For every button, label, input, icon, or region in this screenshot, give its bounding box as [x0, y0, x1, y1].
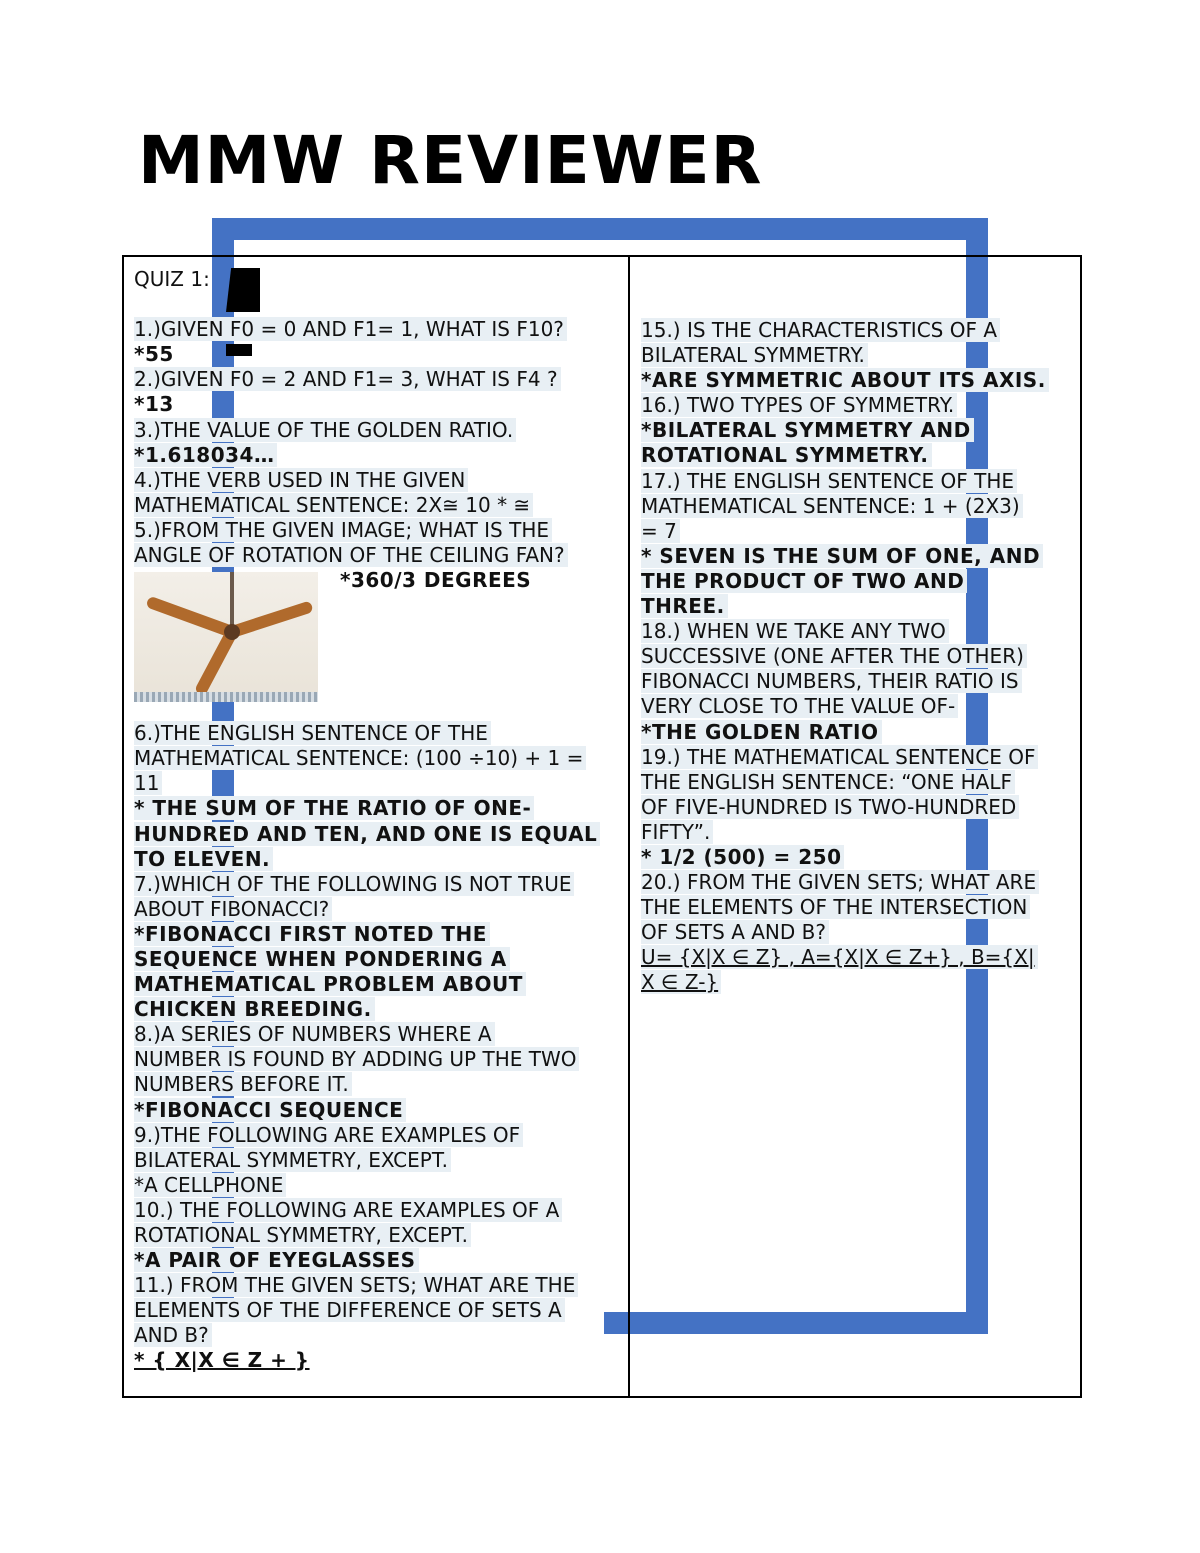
answer-11: * { X|X ∈ Z + } [134, 1348, 310, 1373]
blank-line [134, 292, 624, 317]
question-6-line-2: MATHEMATICAL SENTENCE: (100 ÷10) + 1 = [134, 746, 586, 770]
question-11-line-1: 11.) FROM THE GIVEN SETS; WHAT ARE THE [134, 1273, 578, 1297]
question-20-line-4: U= {X|X ∈ Z} , A={X|X ∈ Z+} , B={X| [641, 945, 1038, 969]
question-9-line-2: BILATERAL SYMMETRY, EXCEPT. [134, 1148, 451, 1172]
question-5-line-2: ANGLE OF ROTATION OF THE CEILING FAN? [134, 543, 568, 567]
document-title: MMW REVIEWER [138, 122, 763, 199]
question-8-line-1: 8.)A SERIES OF NUMBERS WHERE A [134, 1022, 495, 1046]
question-11-line-2: ELEMENTS OF THE DIFFERENCE OF SETS A [134, 1298, 565, 1322]
answer-16-line-1: *BILATERAL SYMMETRY AND [641, 418, 974, 442]
left-column [134, 267, 624, 1374]
answer-8: *FIBONACCI SEQUENCE [134, 1098, 406, 1122]
question-8-line-3: NUMBERS BEFORE IT. [134, 1072, 352, 1096]
right-column [641, 318, 1071, 996]
question-9-line-1: 9.)THE FOLLOWING ARE EXAMPLES OF [134, 1123, 523, 1147]
answer-7-line-3: MATHEMATICAL PROBLEM ABOUT [134, 972, 526, 996]
answer-17-line-3: THREE. [641, 594, 728, 618]
question-19-line-3: OF FIVE-HUNDRED IS TWO-HUNDRED [641, 795, 1019, 819]
question-6-line-3: 11 [134, 771, 162, 795]
question-19-line-2: THE ENGLISH SENTENCE: “ONE HALF [641, 770, 1015, 794]
answer-17-line-2: THE PRODUCT OF TWO AND [641, 569, 967, 593]
question-18-line-2: SUCCESSIVE (ONE AFTER THE OTHER) [641, 644, 1027, 668]
question-20-line-2: THE ELEMENTS OF THE INTERSECTION [641, 895, 1030, 919]
question-7-line-1: 7.)WHICH OF THE FOLLOWING IS NOT TRUE [134, 872, 574, 896]
question-6-line-1: 6.)THE ENGLISH SENTENCE OF THE [134, 721, 491, 745]
answer-16-line-2: ROTATIONAL SYMMETRY. [641, 443, 932, 467]
answer-3: *1.618034… [134, 443, 277, 467]
answer-10: *A PAIR OF EYEGLASSES [134, 1248, 419, 1272]
question-7-line-2: ABOUT FIBONACCI? [134, 897, 332, 921]
answer-1: *55 [134, 342, 174, 367]
answer-7-line-1: *FIBONACCI FIRST NOTED THE [134, 922, 490, 946]
question-20-line-3: OF SETS A AND B? [641, 920, 829, 944]
answer-18: *THE GOLDEN RATIO [641, 720, 882, 744]
question-5-line-1: 5.)FROM THE GIVEN IMAGE; WHAT IS THE [134, 518, 552, 542]
answer-2: *13 [134, 392, 174, 417]
column-divider [628, 255, 630, 1398]
question-17-line-2: MATHEMATICAL SENTENCE: 1 + (2X3) [641, 494, 1023, 518]
question-19-line-4: FIFTY”. [641, 820, 713, 844]
answer-9: *A CELLPHONE [134, 1173, 286, 1197]
quiz-label: QUIZ 1: [134, 267, 210, 291]
answer-5: *360/3 DEGREES [340, 568, 532, 593]
answer-19: * 1/2 (500) = 250 [641, 845, 844, 869]
question-4-line-1: 4.)THE VERB USED IN THE GIVEN [134, 468, 468, 492]
answer-17-line-1: * SEVEN IS THE SUM OF ONE, AND [641, 544, 1043, 568]
answer-15: *ARE SYMMETRIC ABOUT ITS AXIS. [641, 368, 1049, 392]
question-18-line-3: FIBONACCI NUMBERS, THEIR RATIO IS [641, 669, 1022, 693]
answer-6-line-3: TO ELEVEN. [134, 847, 273, 871]
question-11-line-3: AND B? [134, 1323, 212, 1347]
question-18-line-1: 18.) WHEN WE TAKE ANY TWO [641, 619, 949, 643]
question-15-line-2: BILATERAL SYMMETRY. [641, 343, 868, 367]
question-3: 3.)THE VALUE OF THE GOLDEN RATIO. [134, 418, 516, 442]
question-16: 16.) TWO TYPES OF SYMMETRY. [641, 393, 957, 417]
question-19-line-1: 19.) THE MATHEMATICAL SENTENCE OF [641, 745, 1038, 769]
question-18-line-4: VERY CLOSE TO THE VALUE OF- [641, 694, 958, 718]
question-20-line-1: 20.) FROM THE GIVEN SETS; WHAT ARE [641, 870, 1039, 894]
question-15-line-1: 15.) IS THE CHARACTERISTICS OF A [641, 318, 1000, 342]
question-2: 2.)GIVEN F0 = 2 AND F1= 3, WHAT IS F4 ? [134, 367, 561, 391]
ceiling-fan-block [134, 568, 624, 721]
answer-6-line-2: HUNDRED AND TEN, AND ONE IS EQUAL [134, 822, 600, 846]
question-1: 1.)GIVEN F0 = 0 AND F1= 1, WHAT IS F10? [134, 317, 567, 341]
ceiling-fan-image [134, 572, 318, 702]
question-10-line-1: 10.) THE FOLLOWING ARE EXAMPLES OF A [134, 1198, 562, 1222]
question-10-line-2: ROTATIONAL SYMMETRY, EXCEPT. [134, 1223, 471, 1247]
question-17-line-1: 17.) THE ENGLISH SENTENCE OF THE [641, 469, 1017, 493]
answer-7-line-4: CHICKEN BREEDING. [134, 997, 375, 1021]
answer-7-line-2: SEQUENCE WHEN PONDERING A [134, 947, 510, 971]
answer-6-line-1: * THE SUM OF THE RATIO OF ONE- [134, 796, 534, 820]
question-8-line-2: NUMBER IS FOUND BY ADDING UP THE TWO [134, 1047, 579, 1071]
question-17-line-3: = 7 [641, 519, 680, 543]
question-20-line-5: X ∈ Z-} [641, 970, 721, 994]
question-4-line-2: MATHEMATICAL SENTENCE: 2X≅ 10 * ≅ [134, 493, 533, 517]
frame-top-bar [212, 218, 988, 240]
